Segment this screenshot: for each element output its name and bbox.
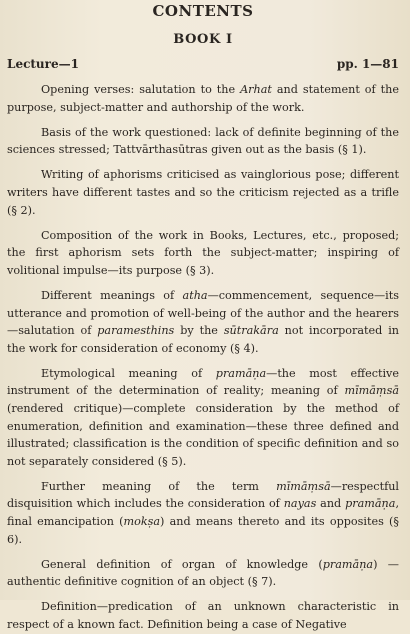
italic-term: mīmāṃsā: [276, 479, 331, 493]
entry-text: Opening verses: salutation to the: [41, 83, 241, 96]
entry-text: —respectful disquisition which includes the consideration of: [7, 479, 399, 511]
entry-text: Basis of the work questioned: lack of definite beginning of the sciences stressed; Tattvārthasūtras given out as the basis (§ 1).: [7, 125, 399, 157]
entry-text: (rendered critique)—complete consideration by the method of enumeration, definition and examination—these three defined and illustrated; classification is the condition of specific definition and so not separately considered (§ 5).: [7, 402, 399, 468]
contents-heading: CONTENTS: [152, 2, 254, 20]
italic-term: mīmāṃsā: [344, 384, 399, 398]
contents-entry: [7, 365, 399, 471]
entry-text: Writing of aphorisms criticised as vainglorious pose; different writers have different tastes and so the criticism rejected as a trifle (§ 2).: [7, 168, 399, 217]
contents-entry: [7, 287, 399, 357]
book-heading: BOOK I: [173, 32, 233, 47]
contents-entry: [7, 166, 399, 219]
lecture-page-range: pp. 1—81: [336, 57, 399, 71]
contents-entry: [7, 556, 399, 591]
contents-entry: [7, 227, 399, 280]
entry-text: Different meanings of: [41, 288, 183, 302]
italic-term: pramāṇa: [345, 497, 396, 511]
entry-text: ) and means thereto and its opposites (§ 6).: [7, 515, 399, 546]
italic-term: atha: [182, 288, 208, 302]
entry-text: Etymological meaning of: [41, 366, 216, 380]
contents-entry: [7, 478, 399, 548]
italic-term: pramāṇa: [322, 557, 374, 571]
contents-entry: [7, 124, 399, 159]
entry-text: Composition of the work in Books, Lectures, etc., proposed; the first aphorism sets forth the subject-matter; inspiring of volitional impulse—its purpose (§ 3).: [7, 228, 399, 277]
contents-entry: [7, 598, 399, 633]
entry-text: —commencement, sequence—its utterance and promotion of well-being of the author and the hearers—salutation of: [7, 288, 400, 338]
italic-term: pramāṇa: [215, 366, 267, 380]
contents-entries: [7, 81, 399, 634]
entry-text: ) —authentic definitive cognition of an object (§ 7).: [7, 557, 399, 589]
entry-text: —the most effective instrument of the determination of reality; meaning of: [7, 366, 399, 398]
entry-text: by the: [174, 324, 224, 338]
entry-text: and statement of the purpose, subject-matter and authorship of the work.: [7, 83, 399, 114]
entry-text: Definition—predication of an unknown characteristic in respect of a known fact. Definition being a case of Negative: [7, 600, 399, 632]
italic-term: mokṣa: [123, 515, 161, 529]
entry-text: , final emancipation (: [7, 497, 399, 529]
entry-text: Further meaning of the term: [41, 479, 277, 493]
italic-term: sūtrakāra: [223, 324, 279, 338]
italic-term: paramesthins: [97, 324, 175, 338]
contents-entry: [7, 81, 399, 116]
italic-term: nayas: [283, 497, 317, 511]
entry-text: and: [316, 497, 346, 511]
lecture-header: [7, 55, 399, 73]
lecture-title: Lecture—1: [7, 57, 79, 71]
entry-text: not incorporated in the work for consideration of economy (§ 4).: [7, 324, 399, 355]
entry-text: General definition of organ of knowledge (: [41, 557, 323, 571]
italic-term: Arhat: [240, 83, 272, 96]
